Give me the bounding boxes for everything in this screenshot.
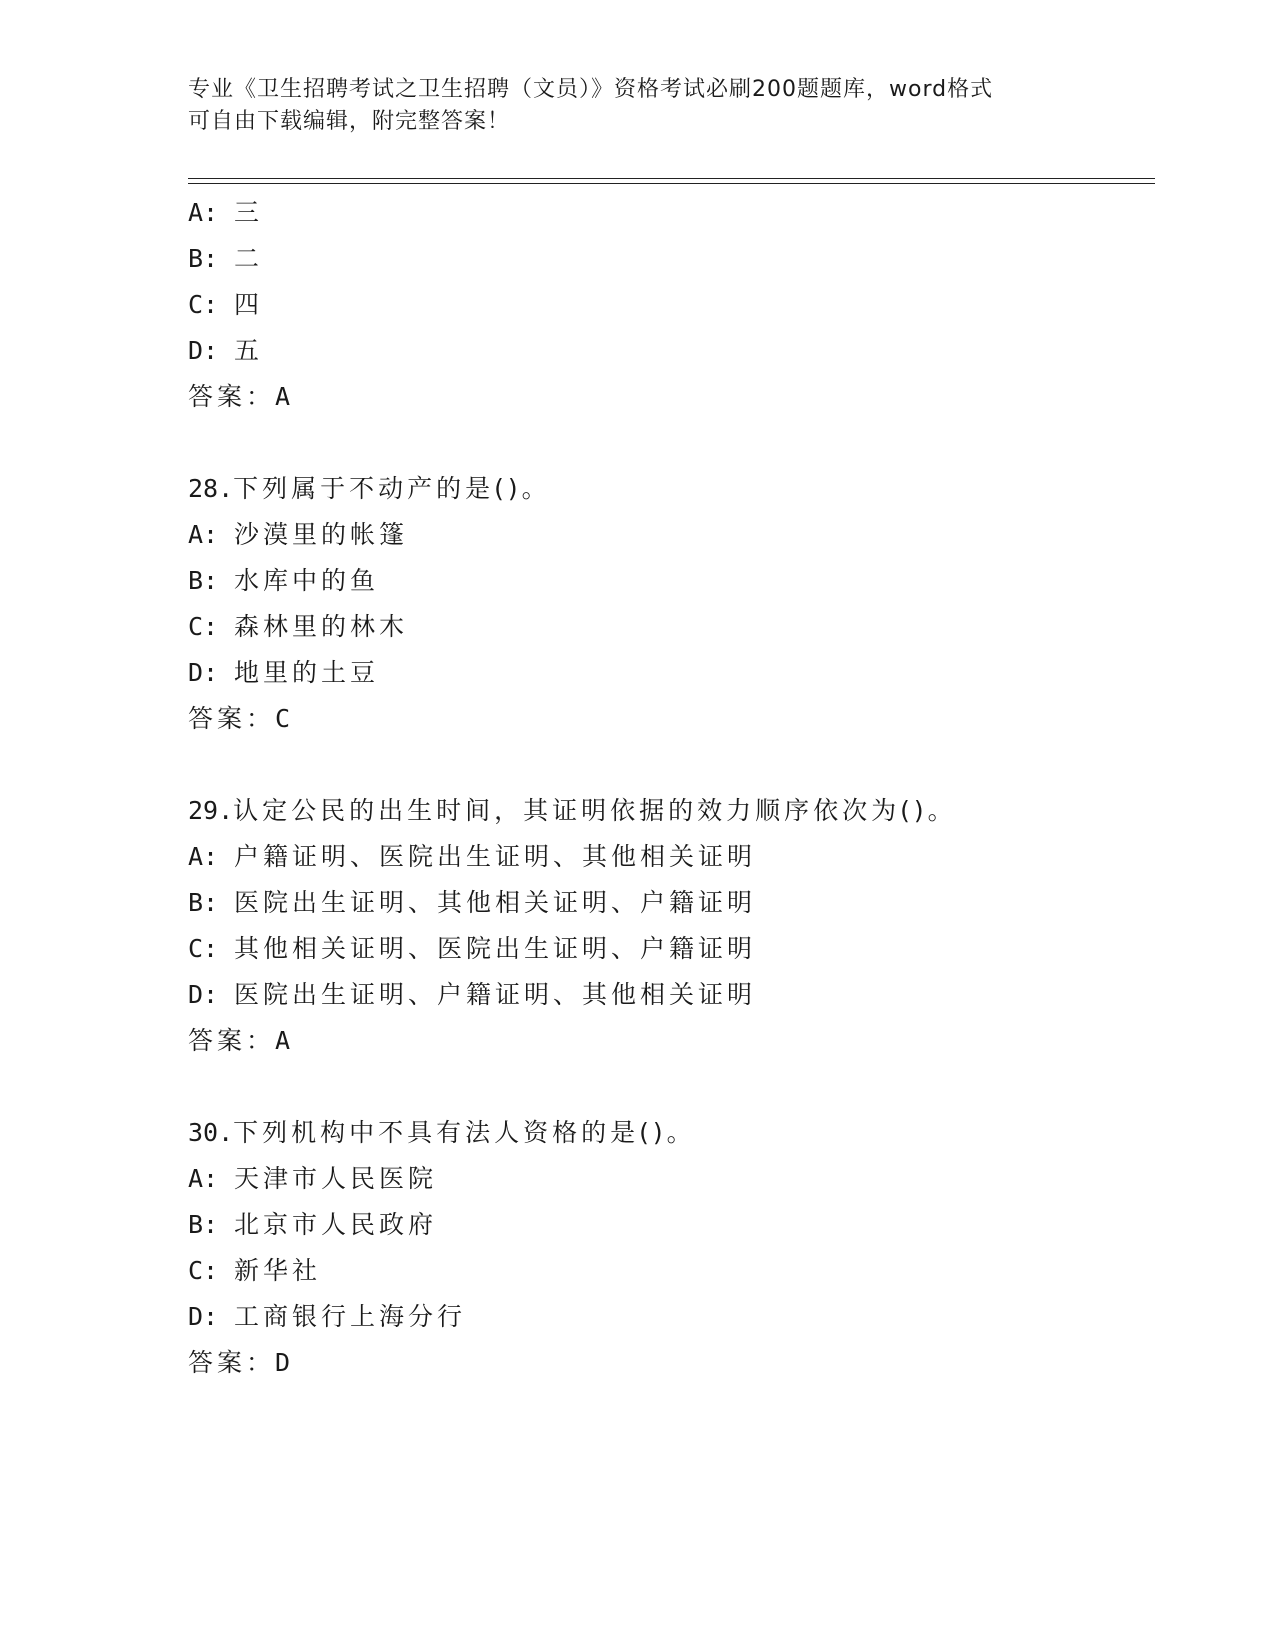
document-header (188, 74, 1088, 138)
option-a (188, 834, 1148, 880)
question-stem (188, 1110, 1148, 1156)
option-letter: C: (188, 934, 219, 963)
option-c (188, 604, 1148, 650)
question-number: 30. (188, 1118, 234, 1147)
question-text: 下列属于不动产的是()。 (233, 474, 551, 503)
answer-line (188, 696, 1148, 742)
question-number: 29. (188, 796, 234, 825)
option-text: 三 (234, 198, 264, 227)
option-d (188, 972, 1148, 1018)
question-text: 下列机构中不具有法人资格的是()。 (233, 1118, 696, 1147)
option-d (188, 1294, 1148, 1340)
option-letter: A: (188, 842, 219, 871)
answer-label: 答案： (188, 1348, 276, 1377)
option-a (188, 190, 1148, 236)
answer-value: D (275, 1348, 291, 1377)
option-text: 天津市人民医院 (234, 1164, 438, 1193)
option-letter: C: (188, 1256, 219, 1285)
option-text: 地里的土豆 (234, 658, 380, 687)
option-text: 其他相关证明、医院出生证明、户籍证明 (234, 934, 757, 963)
option-text: 北京市人民政府 (234, 1210, 438, 1239)
option-d (188, 650, 1148, 696)
question-list (188, 190, 1148, 1386)
option-text: 五 (234, 336, 264, 365)
option-letter: A: (188, 198, 219, 227)
option-b (188, 880, 1148, 926)
question-block-previous (188, 190, 1148, 420)
option-letter: D: (188, 336, 219, 365)
answer-label: 答案： (188, 704, 276, 733)
answer-line (188, 374, 1148, 420)
option-letter: B: (188, 1210, 219, 1239)
question-number: 28. (188, 474, 234, 503)
option-text: 户籍证明、医院出生证明、其他相关证明 (234, 842, 757, 871)
option-text: 森林里的林木 (234, 612, 409, 641)
option-text: 医院出生证明、户籍证明、其他相关证明 (234, 980, 757, 1009)
option-letter: C: (188, 290, 219, 319)
option-c (188, 926, 1148, 972)
question-text: 认定公民的出生时间，其证明依据的效力顺序依次为()。 (233, 796, 957, 825)
question-stem (188, 788, 1148, 834)
answer-value: A (275, 1026, 291, 1055)
answer-value: C (275, 704, 291, 733)
option-letter: D: (188, 1302, 219, 1331)
option-text: 二 (234, 244, 264, 273)
option-text: 医院出生证明、其他相关证明、户籍证明 (234, 888, 757, 917)
answer-label: 答案： (188, 382, 276, 411)
answer-line (188, 1018, 1148, 1064)
header-divider-top (188, 178, 1155, 179)
option-c (188, 1248, 1148, 1294)
option-a (188, 1156, 1148, 1202)
option-text: 四 (234, 290, 264, 319)
option-text: 新华社 (234, 1256, 322, 1285)
option-letter: A: (188, 1164, 219, 1193)
spacer (188, 742, 1148, 788)
option-letter: A: (188, 520, 219, 549)
option-a (188, 512, 1148, 558)
option-b (188, 236, 1148, 282)
header-title-line-2: 可自由下载编辑，附完整答案！ (188, 109, 511, 134)
question-block-28 (188, 466, 1148, 742)
option-letter: B: (188, 888, 219, 917)
option-text: 工商银行上海分行 (234, 1302, 467, 1331)
header-title-line-1: 专业《卫生招聘考试之卫生招聘（文员）》资格考试必刷200题题库，word格式 (188, 77, 994, 102)
option-c (188, 282, 1148, 328)
option-d (188, 328, 1148, 374)
answer-line (188, 1340, 1148, 1386)
spacer (188, 420, 1148, 466)
option-letter: B: (188, 566, 219, 595)
option-b (188, 558, 1148, 604)
option-letter: D: (188, 980, 219, 1009)
option-b (188, 1202, 1148, 1248)
option-letter: B: (188, 244, 219, 273)
answer-value: A (275, 382, 291, 411)
option-text: 水库中的鱼 (234, 566, 380, 595)
header-divider-bottom (188, 183, 1155, 184)
spacer (188, 1064, 1148, 1110)
question-stem (188, 466, 1148, 512)
option-text: 沙漠里的帐篷 (234, 520, 409, 549)
option-letter: C: (188, 612, 219, 641)
question-block-30 (188, 1110, 1148, 1386)
option-letter: D: (188, 658, 219, 687)
question-block-29 (188, 788, 1148, 1064)
answer-label: 答案： (188, 1026, 276, 1055)
